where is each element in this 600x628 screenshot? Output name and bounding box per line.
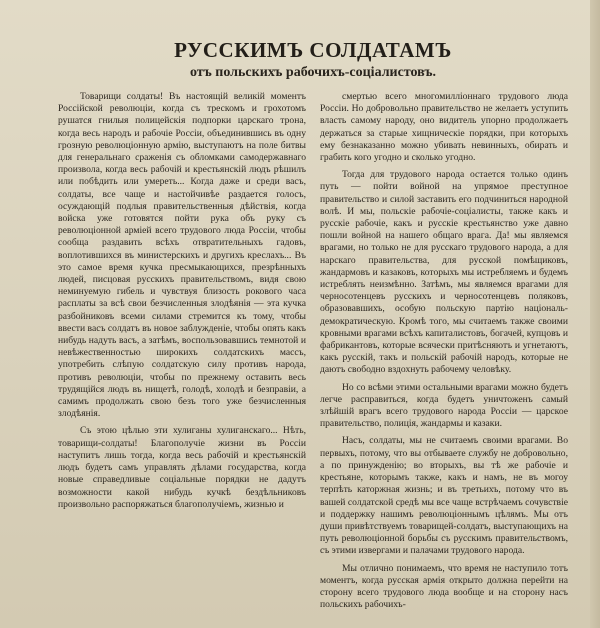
left-paragraph-1: Товарищи солдаты! Въ настоящій великій моментъ Россійской революціи, когда съ трескомъ и грохотомъ рушатся гнилыя полицейскія подпорки царскаго трона, когда весь народъ и рабочіе Россіи, объединившись въ одну грозную революціонную армію, выступаютъ на поле битвы для генеральнаго сраженія съ обломками самодержавнаго произвола, когда весь рабочій и крестьянскій людъ рѣшилъ или побѣдить или умереть... Когда даже и среди васъ, солдаты, все чаще и настойчивѣе раздается голосъ, осуждающій подлыя правительственныя дѣйствія, когда войска уже готовятся пойти рука объ руку съ революціонной арміей всего трудового люда Россіи, чтобы сообща раздавить всѣхъ отвратительныхъ гадовъ, воплотившихся въ министерскихъ и другихъ креслахъ... Въ это самое время кучка пресмыкающихся, презрѣнныхъ людей, писцовая русскихъ правительствомъ, видя свою неминуемую гибель и чувствуя близость рокового часа расплаты за всѣ свои безчисленныя злодѣянія — эта кучка разбойниковъ всеми силами стремится къ тому, чтобы ввести васъ солдатъ въ новое заблужденіе, чтобы опять какъ нибудь надуть васъ, а затѣмъ, воспользовавшись темнотой и невѣжественностью широкихъ солдатскихъ массъ, употребить слѣпую солдатскую силу противъ народа, противъ революціи, чтобы по прежнему оставить весь трудящійся людъ въ нищетѣ, голодѣ, холодѣ и безправіи, а самимъ продолжать свою безъ того уже безчисленныя злодѣянія.	[58, 91, 306, 420]
leaflet-subtitle: отъ польскихъ рабочихъ-соціалистовъ.	[189, 65, 437, 80]
paper-fold-edge	[590, 0, 600, 628]
text-columns	[58, 91, 568, 611]
right-paragraph-3: Но со всѣми этими остальными врагами можно будетъ легче расправиться, когда будетъ уничтоженъ самый злѣйшій врагъ всего трудового народа Россіи — царское правительство, полиція, жандармы и казаки.	[320, 381, 568, 430]
leaflet-title: РУССКИМЪ СОЛДАТАМЪ	[174, 38, 452, 62]
right-column	[320, 91, 568, 611]
left-column	[58, 91, 306, 601]
right-paragraph-1: смертью всего многомилліоннаго трудового люда Россіи. Но добровольно правительство не желаетъ уступить власть самому народу, оно видитель упорно продолжаетъ держаться за старые хищническіе порядки, при которыхъ ему безнаказанно можно убивать невинныхъ, обирать и грабить кого угодно и сколько угодно.	[320, 91, 568, 164]
right-paragraph-5: Мы отлично понимаемъ, что время не наступило тотъ моментъ, когда русская армія открыто должна перейти на сторону всего трудового люда вообще и на сторону насъ польскихъ рабочихъ-	[320, 562, 568, 611]
left-paragraph-2: Съ этою цѣлью эти хулиганы хулиганскаго... Нѣть, товарищи-солдаты! Благополучіе жизни въ Россіи наступитъ лишь тогда, когда весь рабочій и крестьянскій людъ будетъ самъ управлять дѣлами государства, когда новые справедливые соціальные порядки не дадутъ возможности какой нибудь кучкѣ бездѣльниковъ произвольно распоряжаться благополучіемъ, жизнью и	[58, 425, 306, 510]
right-paragraph-2: Тогда для трудового народа остается только одинъ путь — пойти войной на упрямое преступное правительство и силой заставить его подчиниться народной волѣ. И мы, польскіе рабочіе-соціалисты, также какъ и русскіе рабочіе, какъ и русскіе крестьянство уже давно пошли войной на нашего общаго врага. Да! мы являемся врагами, но только не для русскаго трудового народа, а для нарскаго правительства, для русской помѣщиковъ, жандармовъ и казаковъ, которыхъ мы истребляемъ и будемъ истреблять неизмѣнно. Затѣмъ, мы являемся врагами для черносотенцевъ русскихъ и черносотенцевъ поляковъ, образовавшихъ, особую польскую партію національ-демократическую. Кромѣ того, мы считаемъ также своими кровными врагами всѣхъ капиталистовъ, богачей, купцовъ и фабрикантовъ, которые всячески притѣсняютъ и угнетаютъ, какъ русскій, такъ и польскій рабочій народъ, которые не даютъ свободно вздохнуть рабочему человѣку.	[320, 169, 568, 376]
right-paragraph-4: Насъ, солдаты, мы не считаемъ своими врагами. Во первыхъ, потому, что вы отбываете службу не добровольно, а по принужденію; во вторыхъ, вы тѣ же рабочіе и крестьяне, которымъ также, какъ и намъ, не въ могоу терпѣть каторжная жизнь; и въ третьихъ, потому что въ вашей солдатской средѣ мы все чаще встрѣчаемъ сочувствіе и поддержку нашимъ революціоннымъ цѣлямъ. Мы отъ души привѣтствуемъ товарищей-солдатъ, выступающихъ на путь революціонной борьбы съ русскимъ правительствомъ, съ этими извергами и палачами трудового народа.	[320, 435, 568, 557]
